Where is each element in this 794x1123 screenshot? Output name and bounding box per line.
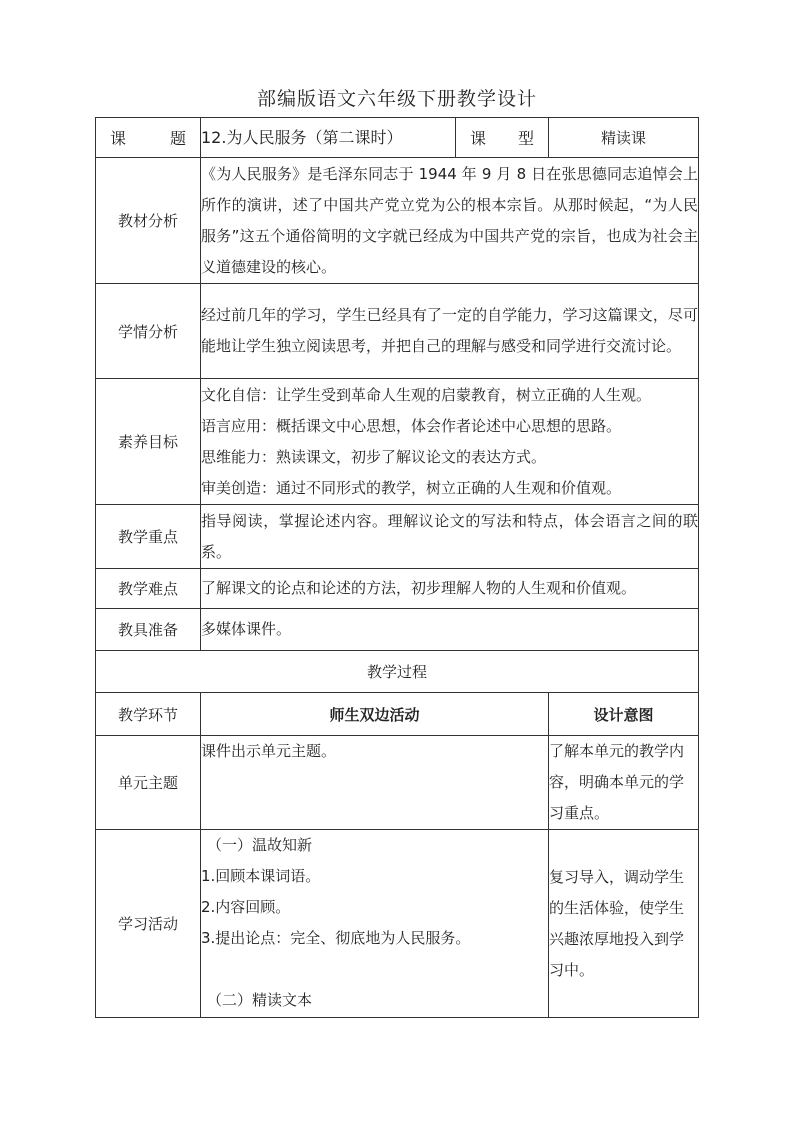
key-points-text: 指导阅读，掌握论述内容。理解议论文的写法和特点，体会语言之间的联系。	[201, 505, 699, 569]
type-value: 精读课	[549, 118, 699, 158]
student-analysis-text: 经过前几年的学习，学生已经具有了一定的自学能力，学习这篇课文，尽可能地让学生独立阅读思考，并把自己的理解与感受和同学进行交流讨论。	[201, 284, 699, 379]
literacy-goal-item: 审美创造：通过不同形式的教学，树立正确的人生观和价值观。	[201, 478, 622, 497]
step-intent: 复习导入，调动学生的生活体验，使学生兴趣浓厚地投入到学习中。	[549, 830, 699, 1018]
topic-value: 12.为人民服务（第二课时）	[201, 118, 456, 158]
topic-label-char-1: 课	[110, 129, 127, 148]
literacy-goals-row	[96, 379, 699, 505]
difficulties-label: 教学难点	[96, 569, 201, 609]
col-intent-header: 设计意图	[549, 693, 699, 736]
literacy-goal-item: 思维能力：熟读课文，初步了解议论文的表达方式。	[201, 447, 547, 466]
topic-row	[96, 118, 699, 158]
textbook-analysis-row	[96, 158, 699, 284]
step-activity-line: 1.回顾本课词语。	[201, 867, 321, 885]
type-label-char-2: 型	[517, 129, 534, 148]
process-header-row	[96, 693, 699, 736]
textbook-analysis-label: 教材分析	[96, 158, 201, 284]
materials-label: 教具准备	[96, 609, 201, 651]
literacy-goal-item: 语言应用：概括课文中心思想，体会作者论述中心思想的思路。	[201, 416, 622, 435]
student-analysis-row	[96, 284, 699, 379]
type-label-cell	[456, 118, 549, 158]
key-points-label: 教学重点	[96, 505, 201, 569]
process-step-row	[96, 830, 699, 1018]
difficulties-row	[96, 569, 699, 609]
process-heading: 教学过程	[96, 651, 699, 693]
step-activity-line	[201, 954, 548, 985]
col-activity-header: 师生双边活动	[201, 693, 549, 736]
textbook-analysis-text: 《为人民服务》是毛泽东同志于 1944 年 9 月 8 日在张思德同志追悼会上所作的演讲，述了中国共产党立党为公的根本宗旨。从那时候起，“为人民服务”这五个通俗简明的文字就已经成为中国共产党的宗旨，也成为社会主义道德建设的核心。	[201, 158, 699, 284]
materials-row	[96, 609, 699, 651]
process-heading-row	[96, 651, 699, 693]
step-activity-line: （一）温故知新	[207, 836, 313, 854]
step-activity-line: （二）精读文本	[207, 991, 313, 1009]
step-activity	[201, 830, 549, 1018]
step-activity-line: 2.内容回顾。	[201, 898, 291, 916]
type-label-char-1: 课	[470, 129, 487, 148]
literacy-goals-label: 素养目标	[96, 379, 201, 505]
literacy-goals-list	[201, 379, 699, 505]
col-stage-header: 教学环节	[96, 693, 201, 736]
process-step-row	[96, 736, 699, 830]
topic-label-cell	[96, 118, 201, 158]
topic-label-char-2: 题	[169, 129, 186, 148]
lesson-plan-table	[95, 117, 699, 1018]
literacy-goal-item: 文化自信：让学生受到革命人生观的启蒙教育，树立正确的人生观。	[201, 385, 652, 404]
step-activity-line: 3.提出论点：完全、彻底地为人民服务。	[201, 929, 471, 947]
step-intent: 了解本单元的教学内容，明确本单元的学习重点。	[549, 736, 699, 830]
materials-text: 多媒体课件。	[201, 609, 699, 651]
difficulties-text: 了解课文的论点和论述的方法，初步理解人物的人生观和价值观。	[201, 569, 699, 609]
student-analysis-label: 学情分析	[96, 284, 201, 379]
document-title: 部编版语文六年级下册教学设计	[256, 88, 537, 110]
step-activity-line: 课件出示单元主题。	[201, 742, 337, 760]
key-points-row	[96, 505, 699, 569]
step-stage-label: 单元主题	[96, 736, 201, 830]
step-stage-label: 学习活动	[96, 830, 201, 1018]
step-activity	[201, 736, 549, 830]
